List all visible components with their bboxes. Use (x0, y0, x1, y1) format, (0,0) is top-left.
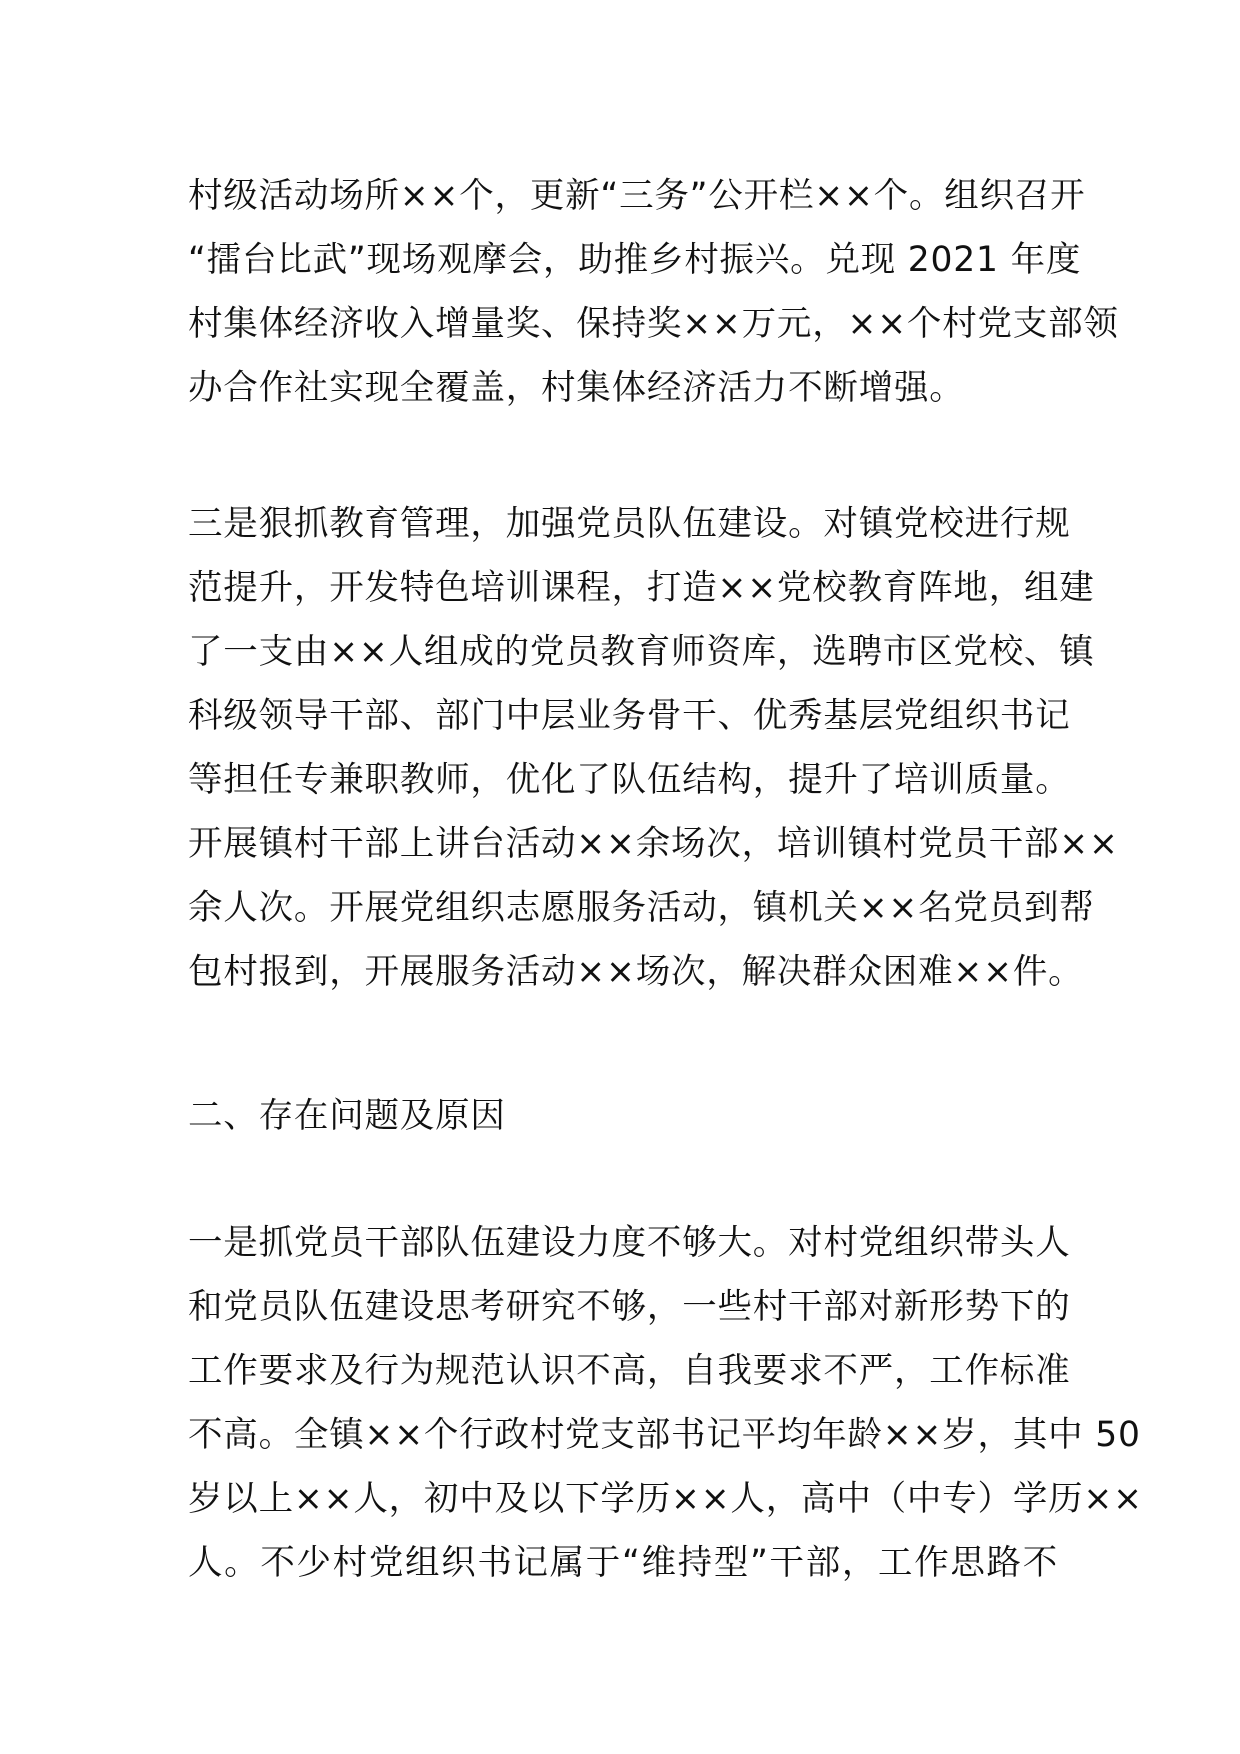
paragraph-line: 村级活动场所××个，更新“三务”公开栏××个。组织召开 (188, 176, 1086, 216)
paragraph-village-economy (188, 164, 1119, 420)
section-heading-text: 二、存在问题及原因 (188, 1096, 506, 1136)
paragraph-line: 和党员队伍建设思考研究不够，一些村干部对新形势下的 (188, 1287, 1071, 1327)
paragraph-line: 不高。全镇××个行政村党支部书记平均年龄××岁，其中 50 (188, 1415, 1141, 1455)
paragraph-education-management (188, 492, 1119, 1004)
paragraph-line: 开展镇村干部上讲台活动××余场次，培训镇村党员干部×× (188, 824, 1119, 864)
paragraph-line: 工作要求及行为规范认识不高，自我要求不严，工作标准 (188, 1351, 1071, 1391)
paragraph-line: 村集体经济收入增量奖、保持奖××万元，××个村党支部领 (188, 304, 1119, 344)
paragraph-line: 科级领导干部、部门中层业务骨干、优秀基层党组织书记 (188, 696, 1071, 736)
paragraph-line: “擂台比武”现场观摩会，助推乡村振兴。兑现 2021 年度 (188, 240, 1082, 280)
paragraph-line: 三是狠抓教育管理，加强党员队伍建设。对镇党校进行规 (188, 504, 1071, 544)
paragraph-line: 一是抓党员干部队伍建设力度不够大。对村党组织带头人 (188, 1223, 1071, 1263)
paragraph-line: 办合作社实现全覆盖，村集体经济活力不断增强。 (188, 368, 965, 408)
paragraph-line: 范提升，开发特色培训课程，打造××党校教育阵地，组建 (188, 568, 1095, 608)
paragraph-line: 包村报到，开展服务活动××场次，解决群众困难××件。 (188, 952, 1084, 992)
paragraph-team-building-issues (188, 1211, 1143, 1595)
paragraph-line: 岁以上××人，初中及以下学历××人，高中（中专）学历×× (188, 1479, 1143, 1519)
paragraph-line: 了一支由××人组成的党员教育师资库，选聘市区党校、镇 (188, 632, 1095, 672)
section-heading-problems (188, 1084, 1058, 1148)
paragraph-line: 人。不少村党组织书记属于“维持型”干部，工作思路不 (188, 1543, 1058, 1583)
paragraph-line: 余人次。开展党组织志愿服务活动，镇机关××名党员到帮 (188, 888, 1095, 928)
paragraph-line: 等担任专兼职教师，优化了队伍结构，提升了培训质量。 (188, 760, 1071, 800)
